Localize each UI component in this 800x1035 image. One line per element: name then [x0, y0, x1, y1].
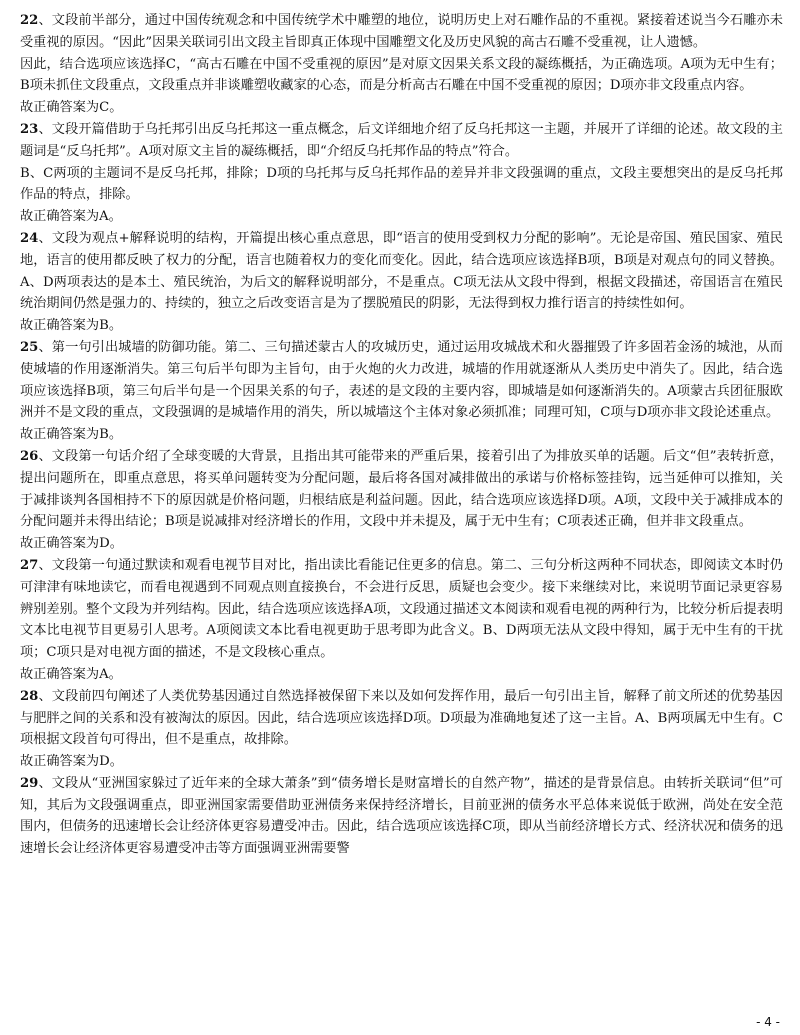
page-number: - 4 - — [756, 1015, 780, 1029]
item-number: 29 — [20, 775, 39, 791]
item-22-para-2: 因此，结合选项应该选择C，“高古石雕在中国不受重视的原因”是对原文因果关系文段的凝练概括，为正确选项。A项为无中生有；B项未抓住文段重点，文段重点并非谈雕塑收藏家的心态，而是分析高古石雕在中国不受重视的原因；D项亦非文段重点内容。 — [20, 56, 783, 94]
item-23-para-1: 23、文段开篇借助于乌托邦引出反乌托邦这一重点概念，后文详细地介绍了反乌托邦这一主题，并展开了详细的论述。故文段的主题词是“反乌托邦”。A项对原文主旨的凝练概括，即“介绍反乌托邦作品的特点”符合。 — [20, 121, 783, 159]
document-body — [20, 10, 783, 860]
item-27-answer: 故正确答案为A。 — [20, 666, 122, 682]
item-number: 27 — [20, 557, 39, 573]
item-24-answer: 故正确答案为B。 — [20, 318, 123, 334]
item-26 — [20, 446, 783, 555]
item-number: 23 — [20, 121, 39, 137]
item-25-para-1: 25、第一句引出城墙的防御功能。第二、三句描述蒙古人的攻城历史，通过运用攻城战术和火器摧毁了许多固若金汤的城池，从而使城墙的作用逐渐消失。第三句后半句即为主旨句，由于火炮的火力改进，城墙的作用就逐渐从人类历史中消失了。因此，结合选项应该选择B项，第三句后半句是一个因果关系的句子，表述的是文段的主要内容，即城墙是如何逐渐消失的。A项蒙古兵团征服欧洲并不是文段的重点，文段强调的是城墙作用的消失，所以城墙这个主体对象必须抓准；同理可知，C项与D项亦非文段论述重点。 — [20, 339, 783, 421]
item-23 — [20, 119, 783, 228]
item-29 — [20, 773, 783, 860]
item-24-para-1: 24、文段为观点+解释说明的结构，开篇提出核心重点意思，即“语言的使用受到权力分配的影响”。无论是帝国、殖民国家、殖民地，语言的使用都反映了权力的分配，语言也随着权力的变化而变化。因此，结合选项应该选择B项，B项是对观点句的同义替换。A、D两项表达的是本土、殖民统治，为后文的解释说明部分，不是重点。C项无法从文段中得到，根据文段描述，帝国语言在殖民统治期间仍然是强力的、持续的，独立之后改变语言是为了摆脱殖民的阴影，无法得到权力推行语言的持续性如何。 — [20, 230, 783, 312]
item-number: 24 — [20, 230, 39, 246]
item-28 — [20, 686, 783, 773]
item-25-answer: 故正确答案为B。 — [20, 427, 123, 443]
item-number: 22 — [20, 13, 39, 28]
item-28-para-1: 28、文段前四句阐述了人类优势基因通过自然选择被保留下来以及如何发挥作用，最后一句引出主旨，解释了前文所述的优势基因与肥胖之间的关系和没有被淘汰的原因。因此，结合选项应该选择D项。D项最为准确地复述了这一主旨。A、B两项属无中生有。C项根据文段首句可得出，但不是重点，故排除。 — [20, 688, 783, 748]
item-22 — [20, 10, 783, 119]
item-23-answer: 故正确答案为A。 — [20, 209, 122, 225]
item-22-para-1: 22、文段前半部分，通过中国传统观念和中国传统学术中雕塑的地位，说明历史上对石雕作品的不重视。紧接着述说当今石雕亦未受重视的原因。“因此”因果关联词引出文段主旨即真正体现中国雕塑文化及历史风貌的高古石雕不受重视，让人遗憾。 — [20, 13, 783, 50]
item-26-para-1: 26、文段第一句话介绍了全球变暖的大背景，且指出其可能带来的严重后果，接着引出了为排放买单的话题。后文“但”表转折意，提出问题所在，即重点意思，将买单问题转变为分配问题，最后将各国对减排做出的承诺与价格标签挂钩，远当延伸可以推知，关于减排谈判各国相持不下的原因就是价格问题，归根结底是利益问题。因此，结合选项应该选择D项。A项，文段中关于减排成本的分配问题并未得出结论；B项是说减排对经济增长的作用，文段中并未提及，属于无中生有；C项表述正确，但并非文段重点。 — [20, 448, 783, 530]
item-23-para-2: B、C两项的主题词不是反乌托邦，排除；D项的乌托邦与反乌托邦作品的差异并非文段强调的重点，文段主要想突出的是反乌托邦作品的特点，排除。 — [20, 165, 783, 203]
item-number: 28 — [20, 688, 39, 704]
item-number: 26 — [20, 448, 39, 464]
item-25 — [20, 337, 783, 446]
item-28-answer: 故正确答案为D。 — [20, 754, 123, 770]
item-29-para-1: 29、文段从“亚洲国家躲过了近年来的全球大萧条”到“债务增长是财富增长的自然产物”，描述的是背景信息。由转折关联词“但”可知，其后为文段强调重点，即亚洲国家需要借助亚洲债务来保持经济增长，目前亚洲的债务水平总体来说低于欧洲，尚处在安全范围内，但债务的迅速增长会让经济体更容易遭受冲击。因此，结合选项应该选择C项，即从当前经济增长方式、经济状况和债务的迅速增长会让经济体更容易遭受冲击等方面强调亚洲需要警 — [20, 775, 783, 857]
item-27 — [20, 555, 783, 686]
item-22-answer: 故正确答案为C。 — [20, 100, 123, 116]
item-24 — [20, 228, 783, 337]
item-number: 25 — [20, 339, 39, 355]
item-27-para-1: 27、文段第一句通过默读和观看电视节目对比，指出读比看能记住更多的信息。第二、三句分析这两种不同状态，即阅读文本时仍可津津有味地读它，而看电视遇到不同观点则直接换台，不会进行反思，质疑也会变少。接下来继续对比，来说明节面记录更容易辨别差别。整个文段为并列结构。因此，结合选项应该选择A项，文段通过描述文本阅读和观看电视的两种行为，比较分析后提表明文本比电视节目更易引人思考。A项阅读文本比看电视更助于思考即为此含义。B、D两项无法从文段中得知，属于无中生有的干扰项；C项只是对电视方面的描述，不是文段核心重点。 — [20, 557, 783, 661]
item-26-answer: 故正确答案为D。 — [20, 536, 123, 552]
